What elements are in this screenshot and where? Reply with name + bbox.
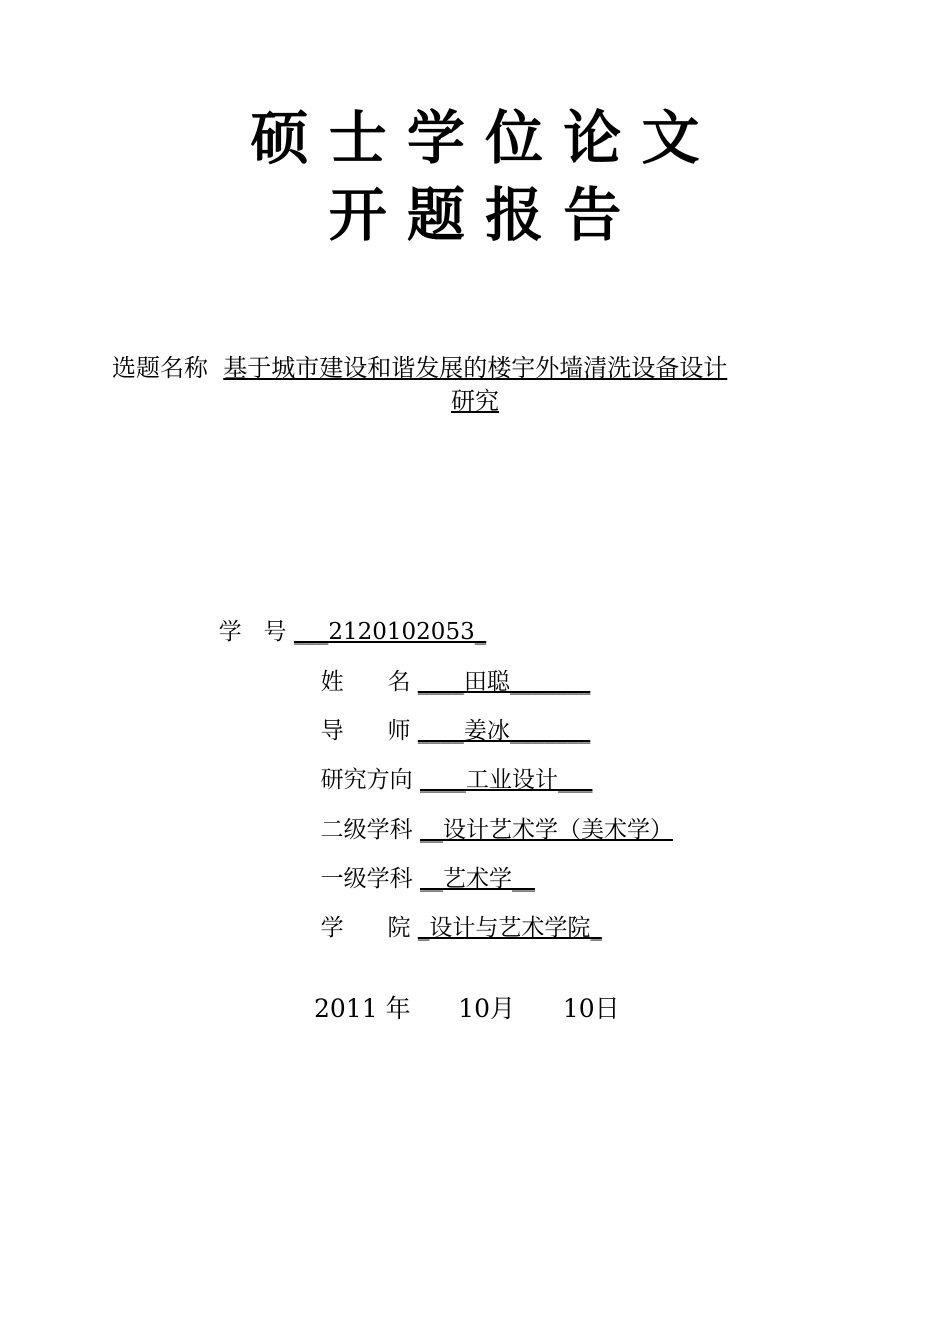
report-date: [314, 992, 620, 1026]
advisor-label: 导 师: [320, 718, 418, 744]
date-year-unit: 年: [385, 994, 411, 1023]
name-value: ____田聪_______: [417, 669, 591, 695]
report-title-line-1: 硕 士 学 位 论 文: [250, 104, 700, 172]
topic-continuation: [0, 385, 950, 418]
date-day: 10: [562, 994, 595, 1023]
secondary-discipline-value: __设计艺术学（美术学）: [419, 817, 673, 843]
research-direction-value: ____工业设计___: [419, 767, 593, 793]
date-month: 10: [458, 994, 491, 1023]
report-title-line-2: 开 题 报 告: [328, 181, 622, 249]
name-label: 姓 名: [320, 669, 418, 695]
primary-discipline-value: __艺术学__: [419, 866, 535, 892]
date-year: 2011: [314, 994, 378, 1023]
student-id-value: ___2120102053_: [293, 619, 487, 645]
advisor-value: ____姜冰_______: [417, 718, 591, 744]
student-id-label: 学 号: [218, 619, 294, 645]
topic-value: 基于城市建设和谐发展的楼宇外墙清洗设备设计: [223, 354, 728, 382]
date-day-unit: 日: [594, 994, 620, 1023]
date-month-unit: 月: [490, 994, 516, 1023]
topic-row: [112, 352, 852, 385]
primary-discipline-label: 一级学科: [320, 866, 420, 892]
topic-label: 选题名称: [112, 354, 224, 382]
college-value: _设计与艺术学院_: [417, 915, 602, 941]
research-direction-label: 研究方向: [320, 767, 420, 793]
college-label: 学 院: [320, 915, 418, 941]
college-field: [306, 880, 602, 944]
topic-value-continued: 研究: [451, 387, 499, 415]
secondary-discipline-label: 二级学科: [320, 817, 420, 843]
